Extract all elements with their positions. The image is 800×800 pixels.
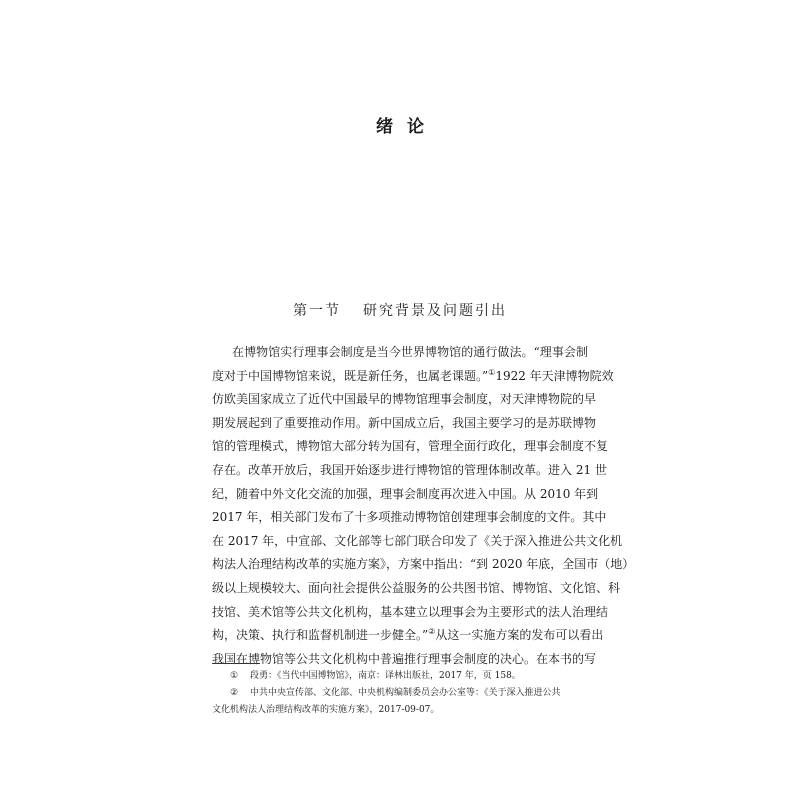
- footnote-continuation: 文化机构法人治理结构改革的实施方案》，2017-09-07。: [212, 705, 440, 715]
- footnote-ref-2[interactable]: ②: [428, 627, 436, 637]
- body-line: 2017 年，相关部门发布了十多项推动博物馆创建理事会制度的文件。其中: [212, 510, 607, 525]
- body-line: 期发展起到了重要推动作用。新中国成立后，我国主要学习的是苏联博物: [212, 415, 597, 430]
- body-line-text: 度对于中国博物馆来说，既是新任务，也属老课题。”: [212, 368, 489, 383]
- footnotes: [212, 668, 588, 719]
- body-line-tail: 从这一实施方案的发布可以看出: [435, 628, 604, 643]
- section-number: 第一节: [293, 303, 341, 319]
- body-paragraph: [212, 341, 635, 671]
- footnote-ref-1[interactable]: ①: [488, 367, 496, 377]
- body-line: 仿欧美国家成立了近代中国最早的博物馆理事会制度，对天津博物院的早: [212, 392, 597, 407]
- footnote-divider: [212, 663, 260, 664]
- footnote-text: 中共中央宣传部、文化部、中央机构编制委员会办公室等：《关于深入推进公共: [250, 688, 561, 698]
- footnote-mark: ②: [230, 688, 239, 698]
- body-line: 构法人治理结构改革的实施方案》，方案中指出：“到 2020 年底，全国市（地）: [212, 557, 635, 572]
- body-line: 我国在博物馆等公共文化机构中普遍推行理事会制度的决心。在本书的写: [212, 651, 597, 666]
- body-line: 在 2017 年，中宣部、文化部等七部门联合印发了《关于深入推进公共文化机: [212, 533, 623, 548]
- footnote-item: [212, 668, 588, 685]
- body-line: 纪，随着中外文化交流的加强，理事会制度再次进入中国。从 2010 年到: [212, 486, 599, 501]
- chapter-title: 绪论: [376, 117, 438, 137]
- footnote-mark: ①: [230, 671, 239, 681]
- body-line-tail: 1922 年天津博物院效: [495, 368, 614, 383]
- body-line: 级以上规模较大、面向社会提供公益服务的公共图书馆、博物馆、文化馆、科: [212, 580, 621, 595]
- body-line: [212, 624, 604, 648]
- body-line: 馆的管理模式，博物馆大部分转为国有，管理全面行政化，理事会制度不复: [212, 439, 609, 454]
- body-line-text: 构，决策、执行和监督机制进一步健全。”: [212, 628, 429, 643]
- body-line: 在博物馆实行理事会制度是当今世界博物馆的通行做法。“理事会制: [232, 345, 588, 359]
- footnote-text: 段勇：《当代中国博物馆》，南京：译林出版社，2017 年，页 158。: [250, 671, 521, 681]
- section-heading: [0, 300, 800, 320]
- footnote-item: [212, 685, 588, 702]
- body-line: [212, 365, 614, 389]
- body-line: 技馆、美术馆等公共文化机构，基本建立以理事会为主要形式的法人治理结: [212, 604, 609, 619]
- section-title: 研究背景及问题引出: [363, 303, 507, 319]
- body-line: 存在。改革开放后，我国开始逐步进行博物馆的管理体制改革。进入 21 世: [212, 462, 607, 477]
